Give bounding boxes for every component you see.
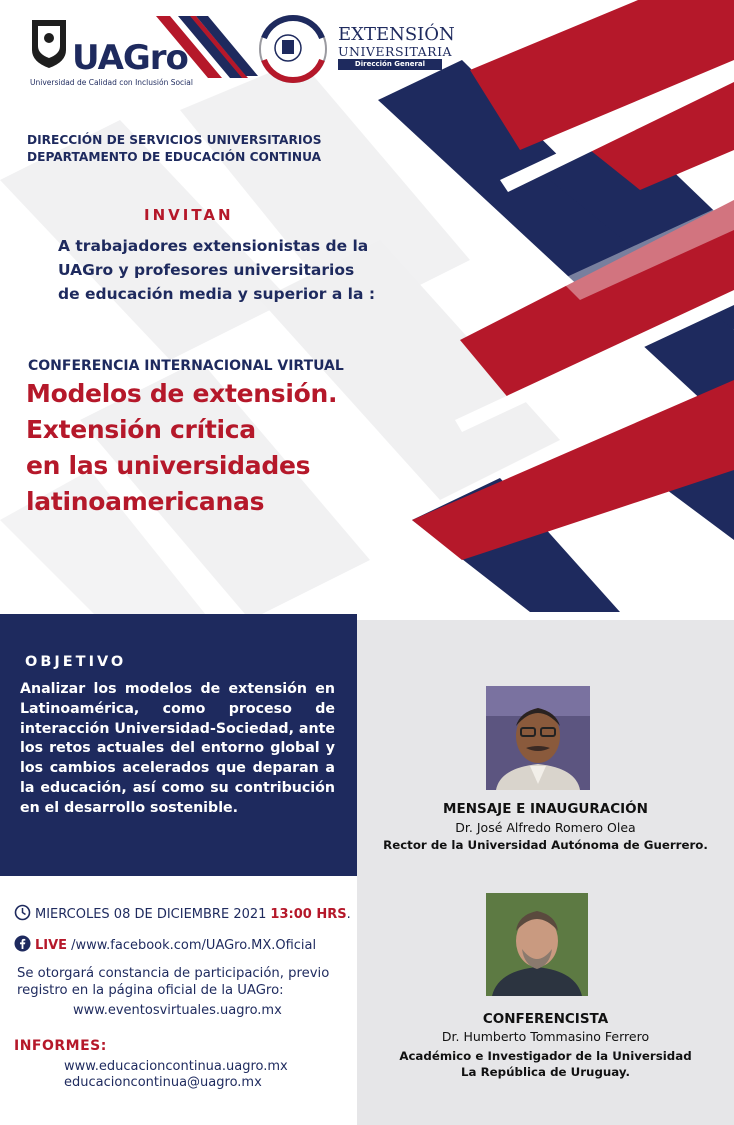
speaker-title-1 (357, 837, 734, 853)
invite-line-2: UAGro y profesores universitarios (58, 261, 355, 279)
conference-title-line-2: Extensión crítica (26, 415, 256, 444)
certificate-note (17, 965, 329, 999)
live-label: LIVE (35, 938, 68, 953)
speaker-photo-conferencista (486, 893, 588, 996)
conference-title-line-3: en las universidades (26, 451, 311, 480)
speaker-title-2-line-1: Académico e Investigador de la Universidad (399, 1049, 692, 1063)
contact-email-link[interactable]: educacioncontinua@uagro.mx (64, 1075, 262, 1090)
registration-link[interactable]: www.eventosvirtuales.uagro.mx (73, 1003, 282, 1018)
contact-website-link[interactable]: www.educacioncontinua.uagro.mx (64, 1059, 288, 1074)
speaker-role-2: CONFERENCISTA (482, 1011, 609, 1027)
extension-subtitle: UNIVERSITARIA (338, 44, 453, 59)
speaker-title-2 (357, 1048, 734, 1080)
organizers-block (27, 132, 322, 166)
live-row (14, 935, 316, 956)
extension-direction-badge: Dirección General (338, 59, 442, 70)
invite-text (58, 234, 375, 306)
conference-title (26, 376, 337, 520)
invite-line-1: A trabajadores extensionistas de la (58, 237, 369, 255)
facebook-live-link[interactable]: /www.facebook.com/UAGro.MX.Oficial (71, 938, 317, 953)
uagro-tagline: Universidad de Calidad con Inclusión Social (30, 78, 193, 87)
organizer-line-2: DEPARTAMENTO DE EDUCACIÓN CONTINUA (27, 150, 322, 164)
speaker-title-2-line-2: La República de Uruguay. (461, 1065, 630, 1079)
speaker-title-1-line-1: Rector de la Universidad Autónoma de Guerrero. (383, 838, 708, 852)
uagro-wordmark: UAGro (72, 38, 188, 78)
speaker-photo-rector (486, 686, 590, 790)
extension-seal-logo (258, 14, 328, 84)
extension-title: EXTENSIÓN (338, 24, 455, 45)
objective-text: Analizar los modelos de extensión en Latinoamérica, como proceso de interacción Universidad-Sociedad, ante los retos actuales del entorno global y los cambios acelerados que deparan a la educación, así como su contribución en el desarrollo sostenible. (20, 681, 335, 816)
organizer-line-1: DIRECCIÓN DE SERVICIOS UNIVERSITARIOS (27, 133, 322, 147)
event-time: 13:00 HRS (270, 907, 347, 922)
speaker-name-1: Dr. José Alfredo Romero Olea (455, 820, 636, 835)
event-date: MIERCOLES 08 DE DICIEMBRE 2021 (35, 907, 267, 922)
event-date-row (14, 904, 351, 925)
clock-icon (14, 904, 31, 925)
certificate-note-line-1: Se otorgará constancia de participación, previo (17, 966, 330, 981)
objective-heading: OBJETIVO (25, 654, 127, 670)
invite-line-3: de educación media y superior a la : (58, 285, 376, 303)
speaker-role-1: MENSAJE E INAUGURACIÓN (443, 801, 648, 817)
invitan-heading: INVITAN (144, 206, 234, 224)
informes-heading: INFORMES: (14, 1038, 107, 1054)
event-time-suffix: . (346, 907, 351, 922)
conference-title-line-1: Modelos de extensión. (26, 379, 338, 408)
certificate-note-line-2: registro en la página oficial de la UAGro: (17, 983, 284, 998)
conference-label: CONFERENCIA INTERNACIONAL VIRTUAL (28, 358, 344, 374)
conference-title-line-4: latinoamericanas (26, 487, 265, 516)
speaker-name-2: Dr. Humberto Tommasino Ferrero (441, 1029, 650, 1044)
facebook-icon (14, 935, 31, 956)
